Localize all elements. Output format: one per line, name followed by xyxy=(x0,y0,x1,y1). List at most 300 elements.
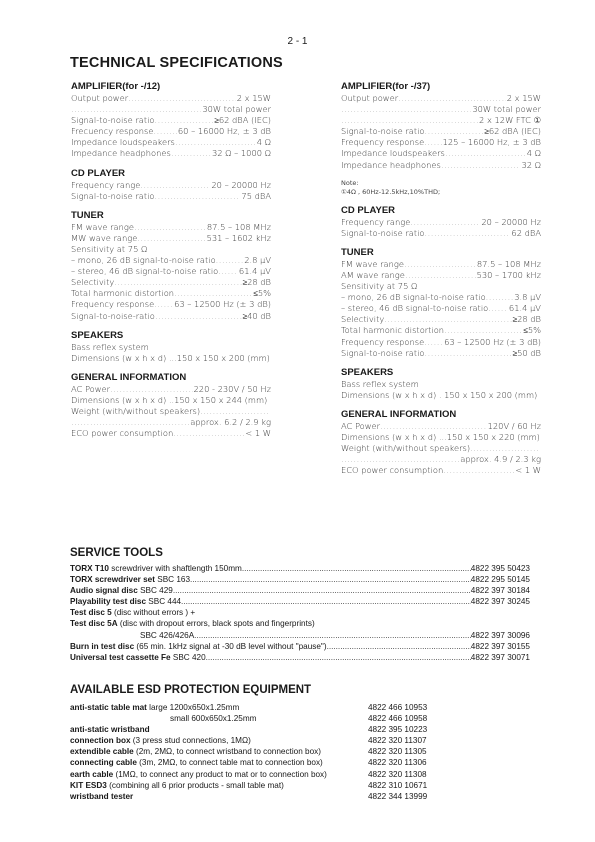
esd-description xyxy=(70,735,251,746)
note-text: ①4Ω , 60Hz-12.5kHz,10%THD; xyxy=(341,187,441,196)
esd-detail: large 1200x650x1.25mm xyxy=(146,703,240,712)
spec-value xyxy=(267,395,268,406)
leader-dots xyxy=(155,115,214,126)
section-heading: GENERAL INFORMATION xyxy=(71,371,187,383)
spec-row xyxy=(341,126,541,137)
spec-value: 60 – 16000 Hz, ± 3 dB xyxy=(177,126,271,137)
section-gap xyxy=(71,322,271,330)
spec-row xyxy=(341,390,541,401)
spec-value xyxy=(540,443,541,454)
tool-detail: SBC 420 xyxy=(170,652,206,662)
leader-dots xyxy=(470,443,540,454)
spec-label: Signal-to-noise ratio xyxy=(341,126,425,137)
section-heading: CD PLAYER xyxy=(71,167,126,179)
section-heading: AMPLIFIER(for -/37) xyxy=(341,81,431,92)
leader-dots xyxy=(110,384,192,395)
esd-description xyxy=(70,757,323,768)
spec-value: 2 x 12W FTC ① xyxy=(479,115,541,126)
spec-label: Bass reflex system xyxy=(341,378,419,389)
spec-label: Bass reflex system xyxy=(71,341,149,352)
esd-row xyxy=(70,757,540,768)
esd-row xyxy=(70,735,540,746)
section-heading: CD PLAYER xyxy=(341,204,396,216)
section-gap xyxy=(341,197,541,205)
leader-dots xyxy=(155,191,241,202)
spec-label: Signal-to-noise ratio xyxy=(71,190,155,201)
esd-description xyxy=(70,724,150,735)
page-title: TECHNICAL SPECIFICATIONS xyxy=(70,55,283,71)
spec-label: Total harmonic distortion xyxy=(71,288,175,299)
spec-label: Output power xyxy=(341,93,399,103)
section-gap xyxy=(341,239,541,247)
esd-row xyxy=(70,791,540,802)
leader-dots xyxy=(218,266,238,277)
spec-row xyxy=(341,148,541,159)
spec-label: Impedance headphones xyxy=(71,148,171,159)
esd-list xyxy=(70,702,540,802)
spec-value: approx. 4.9 / 2.3 kg xyxy=(460,454,541,465)
esd-row xyxy=(70,769,540,780)
spec-row xyxy=(341,270,541,281)
spec-row xyxy=(71,191,271,202)
spec-label: Selectivity xyxy=(341,314,385,325)
leader-dots xyxy=(153,126,176,137)
esd-detail: (1MΩ, to connect any product to mat or to connection box) xyxy=(113,769,327,779)
esd-detail: (2m, 2MΩ, to connect wristband to connection box) xyxy=(133,747,321,757)
tool-detail: screwdriver with shaftlength 150mm xyxy=(108,564,242,573)
section-gap xyxy=(71,202,271,210)
spec-value: ≤5% xyxy=(253,288,271,299)
spec-value: 87.5 – 108 MHz xyxy=(476,258,541,269)
leader-dots xyxy=(206,652,471,663)
spec-value: 30W total power xyxy=(202,104,271,115)
section-heading: TUNER xyxy=(71,209,104,221)
spec-value: 530 – 1700 kHz xyxy=(476,269,541,280)
spec-row xyxy=(341,337,541,348)
spec-row xyxy=(341,104,541,115)
leader-dots xyxy=(424,137,441,148)
esd-description xyxy=(70,769,327,780)
spec-row xyxy=(71,233,271,244)
tool-description xyxy=(70,585,173,596)
spec-value xyxy=(149,342,150,353)
spec-label: – mono, 26 dB signal-to-noise ratio xyxy=(341,292,486,303)
spec-label: Frequency response xyxy=(341,137,425,148)
tool-row xyxy=(70,630,530,641)
spec-value: ≥50 dB xyxy=(512,347,541,358)
spec-label: ECO power consumption xyxy=(71,428,174,439)
spec-row xyxy=(71,342,271,353)
spec-value: 120V / 60 Hz xyxy=(487,420,541,431)
spec-row xyxy=(341,379,541,390)
esd-code: 4822 320 11307 xyxy=(368,736,427,746)
leader-dots xyxy=(341,454,459,465)
tool-name: TORX screwdriver set xyxy=(70,575,155,585)
tool-name: Audio signal disc xyxy=(70,586,138,596)
leader-dots xyxy=(410,217,480,228)
leader-dots xyxy=(128,93,236,104)
tool-description xyxy=(70,630,194,641)
tool-detail: (65 min. 1kHz signal at -30 dB level without "pause") xyxy=(134,641,327,651)
spec-value: 3.8 μV xyxy=(514,292,541,303)
tool-detail: (disc with dropout errors, black spots and fingerprints) xyxy=(117,619,315,629)
tool-row xyxy=(70,574,530,585)
esd-title: AVAILABLE ESD PROTECTION EQUIPMENT xyxy=(70,684,312,696)
leader-dots xyxy=(488,303,508,314)
tool-row xyxy=(70,641,530,652)
tool-code: 4822 295 50145 xyxy=(470,575,530,585)
spec-label: Impedance loudspeakers xyxy=(71,137,175,148)
spec-label: AC Power xyxy=(71,383,111,394)
spec-label: Frequency range xyxy=(71,179,141,190)
tool-detail: SBC 444 xyxy=(146,597,182,607)
leader-dots xyxy=(425,348,512,359)
esd-detail: (combining all 6 prior products - small table mat) xyxy=(106,780,284,790)
esd-description xyxy=(70,713,256,724)
leader-dots xyxy=(200,406,270,417)
tool-description xyxy=(70,574,190,585)
tool-row xyxy=(70,618,530,629)
section-heading: AMPLIFIER(for -/12) xyxy=(71,81,161,92)
tool-row xyxy=(70,585,530,596)
tool-name: Playability test disc xyxy=(70,597,146,607)
leader-dots xyxy=(425,228,511,239)
leader-dots xyxy=(242,563,471,574)
esd-name: connection box xyxy=(70,736,131,746)
spec-value: 2.8 μV xyxy=(244,255,271,266)
leader-dots xyxy=(155,311,242,322)
section-heading: SPEAKERS xyxy=(341,366,394,378)
tool-name: Universal test cassette Fe xyxy=(70,652,171,662)
section-gap xyxy=(341,359,541,367)
spec-label: Weight (with/without speakers) xyxy=(71,405,201,416)
spec-label: – stereo, 46 dB signal-to-noise ratio xyxy=(71,266,219,277)
leader-dots xyxy=(216,255,244,266)
spec-label: Impedance loudspeakers xyxy=(341,148,445,159)
spec-value: 32 Ω – 1000 Ω xyxy=(211,148,271,159)
esd-name: connecting cable xyxy=(70,758,137,768)
spec-label: Signal-to-noise ratio xyxy=(71,115,155,126)
leader-dots xyxy=(190,574,471,585)
spec-label: – mono, 26 dB signal-to-noise ratio xyxy=(71,255,216,266)
note-label: Note: xyxy=(341,178,359,187)
spec-row xyxy=(341,281,541,292)
spec-label: AM wave range xyxy=(341,269,405,280)
tool-detail: SBC 426/426A xyxy=(140,630,195,640)
tool-code: 4822 395 50423 xyxy=(470,564,530,573)
spec-label: FM wave range xyxy=(71,221,134,232)
leader-dots xyxy=(194,630,471,641)
spec-row xyxy=(341,115,541,126)
spec-label: FM wave range xyxy=(341,258,404,269)
tool-name: Burn in test disc xyxy=(70,641,135,651)
spec-value: 30W total power xyxy=(472,104,541,115)
page-number: 2 - 1 xyxy=(287,36,308,47)
leader-dots xyxy=(341,115,478,126)
spec-row xyxy=(341,259,541,270)
leader-dots xyxy=(173,585,471,596)
spec-value: 63 – 12500 Hz (± 3 dB) xyxy=(444,336,541,347)
spec-label: Frecuency response xyxy=(71,126,154,137)
tool-description xyxy=(70,607,195,618)
leader-dots xyxy=(341,104,471,115)
spec-row xyxy=(71,137,271,148)
spec-row xyxy=(341,303,541,314)
section-gap xyxy=(341,171,541,179)
spec-row xyxy=(341,137,541,148)
leader-dots xyxy=(404,259,476,270)
spec-label: Dimensions (w x h x d) ..150 x 150 x 244 (mm) xyxy=(71,394,268,405)
tool-code: 4822 397 30096 xyxy=(470,630,530,640)
spec-value: 2 x 15W xyxy=(236,93,271,103)
esd-detail: small 600x650x1.25mm xyxy=(170,714,257,724)
tool-name: TORX T10 xyxy=(70,564,109,573)
esd-description xyxy=(70,746,321,757)
spec-label: Frequency response xyxy=(71,299,155,310)
esd-row xyxy=(70,746,540,757)
section-heading: TUNER xyxy=(341,246,374,258)
esd-name: extendible cable xyxy=(70,747,134,757)
tool-detail: (disc without errors ) + xyxy=(111,608,196,618)
tool-detail: SBC 163 xyxy=(154,575,190,585)
spec-value: 61.4 μV xyxy=(508,303,541,314)
spec-label: Total harmonic distortion xyxy=(341,325,445,336)
esd-code: 4822 320 11305 xyxy=(368,747,427,757)
tool-description xyxy=(70,652,206,663)
spec-row xyxy=(71,148,271,159)
specs-column-left xyxy=(71,81,271,439)
leader-dots xyxy=(71,417,189,428)
spec-value: ≥62 dBA (IEC) xyxy=(484,126,541,137)
spec-value xyxy=(147,244,148,255)
leader-dots xyxy=(398,93,506,104)
spec-label: Sensitivity at 75 Ω xyxy=(341,281,418,292)
tool-row xyxy=(70,607,530,618)
tool-description xyxy=(70,596,181,607)
section-heading: SPEAKERS xyxy=(71,329,124,341)
tool-code: 4822 397 30155 xyxy=(470,641,530,651)
spec-value: 20 – 20000 Hz xyxy=(481,216,541,227)
esd-row xyxy=(70,702,540,713)
esd-name: wristband tester xyxy=(70,791,134,801)
specs-column-right xyxy=(341,81,541,476)
spec-row xyxy=(71,288,271,299)
esd-code: 4822 344 13999 xyxy=(368,791,428,801)
esd-name: KIT ESD3 xyxy=(70,780,107,790)
esd-row xyxy=(70,780,540,791)
spec-row xyxy=(341,465,541,476)
tool-row xyxy=(70,652,530,663)
spec-value xyxy=(540,432,541,443)
spec-label: Signal-to-noise ratio xyxy=(341,347,425,358)
section-gap xyxy=(71,364,271,372)
spec-row xyxy=(341,314,541,325)
spec-label: Frequency range xyxy=(341,216,411,227)
leader-dots xyxy=(380,421,487,432)
spec-row xyxy=(71,299,271,310)
leader-dots xyxy=(425,126,484,137)
spec-label: Dimensions (w x h x d) . 150 x 150 x 200 (mm) xyxy=(341,389,538,400)
spec-value: 531 – 1602 kHz xyxy=(206,232,271,243)
spec-row xyxy=(341,325,541,336)
spec-label: MW wave range xyxy=(71,232,138,243)
spec-value xyxy=(270,353,271,364)
spec-label: Output power xyxy=(71,93,129,103)
spec-value: 20 – 20000 Hz xyxy=(211,179,271,190)
leader-dots xyxy=(327,641,471,652)
tool-name: Test disc 5 xyxy=(70,608,112,618)
spec-value: 32 Ω xyxy=(521,159,541,170)
spec-label: Frequency response xyxy=(341,336,425,347)
spec-label: AC Power xyxy=(341,420,381,431)
spec-value: < 1 W xyxy=(245,428,271,439)
spec-value: 125 – 16000 Hz, ± 3 dB xyxy=(442,137,541,148)
spec-row xyxy=(341,217,541,228)
spec-value: ≥28 dB xyxy=(512,314,541,325)
spec-row xyxy=(71,93,271,104)
spec-row xyxy=(71,222,271,233)
spec-value xyxy=(270,406,271,417)
esd-description xyxy=(70,791,133,802)
spec-label: Dimensions (w x h x d) ...150 x 150 x 220 (mm) xyxy=(341,431,540,442)
spec-label: Impedance headphones xyxy=(341,159,441,170)
spec-row xyxy=(341,454,541,465)
leader-dots xyxy=(445,148,526,159)
spec-label: – stereo, 46 dB signal-to-noise ratio xyxy=(341,303,489,314)
tool-code: 4822 397 30184 xyxy=(470,586,530,596)
service-tools-title: SERVICE TOOLS xyxy=(70,547,163,559)
spec-row xyxy=(341,348,541,359)
leader-dots xyxy=(405,270,476,281)
esd-row xyxy=(70,724,540,735)
spec-row xyxy=(71,244,271,255)
spec-row xyxy=(71,417,271,428)
spec-value: 63 – 12500 Hz (± 3 dB) xyxy=(174,299,271,310)
esd-description xyxy=(70,780,284,791)
spec-value: 62 dBA xyxy=(511,227,541,238)
spec-value: 61.4 μV xyxy=(238,266,271,277)
spec-value: 4 Ω xyxy=(526,148,541,159)
spec-value: ≥40 dB xyxy=(242,310,271,321)
leader-dots xyxy=(154,299,173,310)
spec-row xyxy=(71,115,271,126)
spec-row xyxy=(71,126,271,137)
tool-description xyxy=(70,641,327,652)
esd-row xyxy=(70,713,540,724)
spec-label: Sensitivity at 75 Ω xyxy=(71,243,148,254)
spec-row xyxy=(341,160,541,171)
service-tools-list xyxy=(70,563,530,663)
leader-dots xyxy=(175,137,256,148)
spec-label: ECO power consumption xyxy=(341,465,444,476)
leader-dots xyxy=(486,292,514,303)
spec-row xyxy=(71,406,271,417)
spec-row xyxy=(71,428,271,439)
spec-row xyxy=(71,277,271,288)
leader-dots xyxy=(140,180,210,191)
spec-value: 75 dBA xyxy=(241,190,271,201)
leader-dots xyxy=(171,148,211,159)
spec-value: ≤5% xyxy=(523,325,541,336)
leader-dots xyxy=(137,233,205,244)
spec-row xyxy=(71,353,271,364)
leader-dots xyxy=(114,277,241,288)
esd-code: 4822 466 10958 xyxy=(368,714,428,724)
spec-row xyxy=(71,266,271,277)
spec-value xyxy=(417,281,418,292)
spec-row xyxy=(71,311,271,322)
spec-row xyxy=(341,93,541,104)
spec-label: Selectivity xyxy=(71,277,115,288)
spec-value: 87.5 – 108 MHz xyxy=(206,221,271,232)
esd-code: 4822 320 11308 xyxy=(368,769,427,779)
tool-detail: SBC 429 xyxy=(137,586,173,596)
esd-name: anti-static wristband xyxy=(70,725,150,735)
spec-row xyxy=(341,421,541,432)
spec-row xyxy=(71,395,271,406)
spec-row xyxy=(71,384,271,395)
esd-code: 4822 395 10223 xyxy=(368,725,428,735)
tool-row xyxy=(70,596,530,607)
leader-dots xyxy=(174,288,252,299)
esd-detail: (3 press stud connections, 1MΩ) xyxy=(130,736,251,746)
tool-name: Test disc 5A xyxy=(70,619,118,629)
esd-description xyxy=(70,702,239,713)
spec-value: approx. 6.2 / 2.9 kg xyxy=(190,417,271,428)
spec-row xyxy=(341,443,541,454)
spec-row xyxy=(71,180,271,191)
tool-description xyxy=(70,563,242,574)
spec-value: ≥28 dB xyxy=(242,277,271,288)
spec-value: < 1 W xyxy=(515,465,541,476)
section-gap xyxy=(341,401,541,409)
tool-row xyxy=(70,563,530,574)
leader-dots xyxy=(443,465,514,476)
spec-label: Weight (with/without speakers) xyxy=(341,443,471,454)
leader-dots xyxy=(384,314,511,325)
spec-value: ≥62 dBA (IEC) xyxy=(214,115,271,126)
spec-label: Signal-to-noise-ratio xyxy=(71,310,155,321)
spec-row xyxy=(341,432,541,443)
tool-code: 4822 397 30071 xyxy=(470,652,530,662)
esd-code: 4822 466 10953 xyxy=(368,703,428,712)
spec-row xyxy=(341,292,541,303)
esd-code: 4822 310 10671 xyxy=(368,780,428,790)
esd-name: anti-static table mat xyxy=(70,703,147,712)
esd-code: 4822 320 11306 xyxy=(368,758,427,768)
leader-dots xyxy=(134,222,206,233)
leader-dots xyxy=(444,325,522,336)
esd-detail: (3m, 2MΩ, to connect table mat to connection box) xyxy=(136,758,323,768)
tool-description xyxy=(70,618,315,629)
esd-name: earth cable xyxy=(70,769,114,779)
spec-value: 4 Ω xyxy=(256,137,271,148)
section-gap xyxy=(71,160,271,168)
spec-value: 220 - 230V / 50 Hz xyxy=(193,383,271,394)
section-heading: GENERAL INFORMATION xyxy=(341,408,457,420)
spec-label: Dimensions (w x h x d) ...150 x 150 x 200 (mm) xyxy=(71,352,270,363)
leader-dots xyxy=(424,337,443,348)
leader-dots xyxy=(173,428,244,439)
spec-value xyxy=(419,379,420,390)
spec-value: 2 x 15W xyxy=(506,93,541,103)
spec-value xyxy=(537,390,538,401)
leader-dots xyxy=(181,596,471,607)
leader-dots xyxy=(71,104,201,115)
tool-code: 4822 397 30245 xyxy=(470,597,530,607)
spec-row xyxy=(71,255,271,266)
spec-label: Signal-to-noise ratio xyxy=(341,227,425,238)
